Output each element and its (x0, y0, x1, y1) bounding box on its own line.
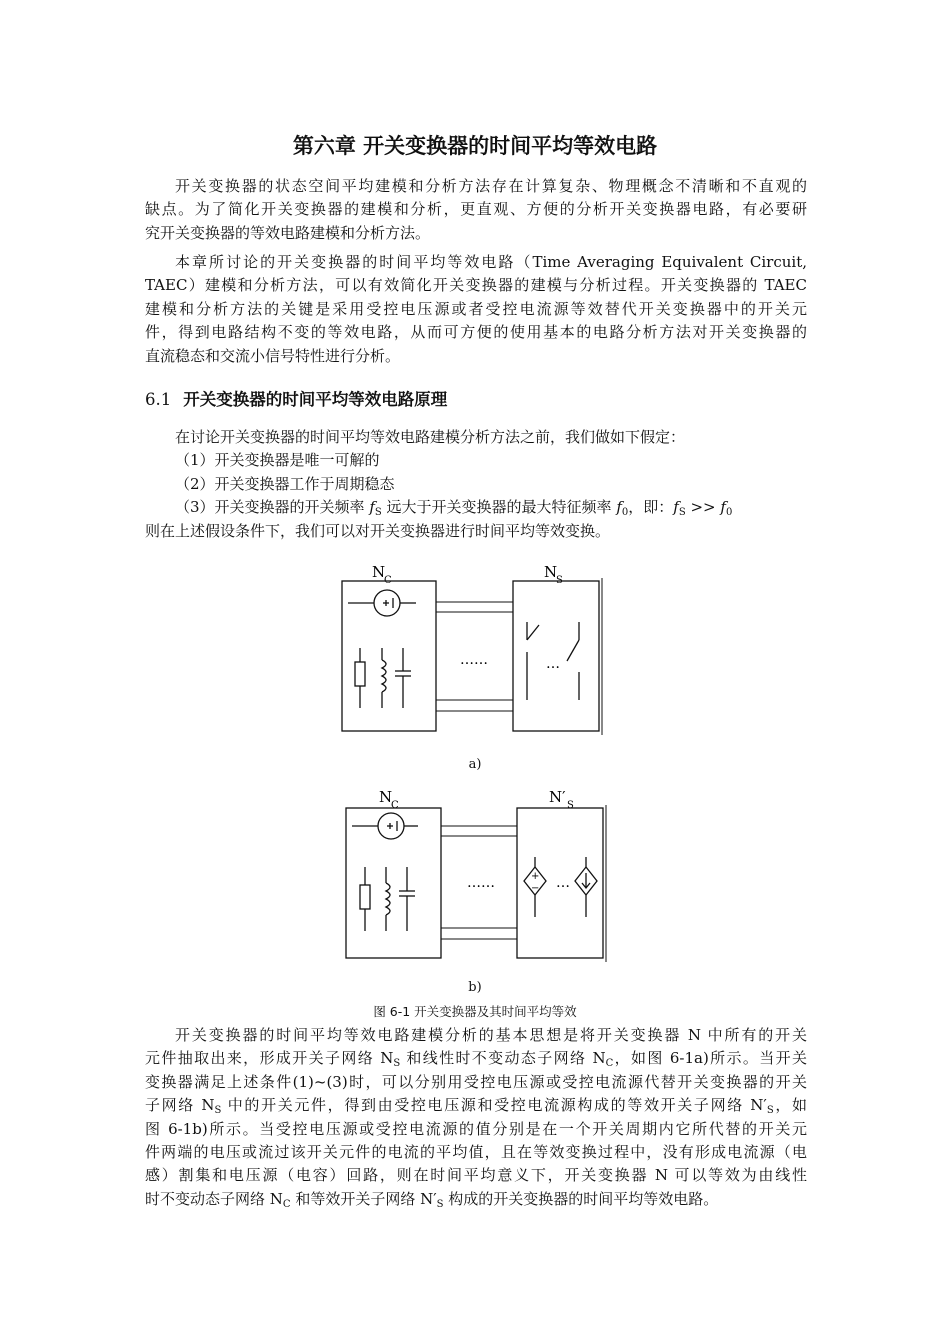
figure-6-1b (330, 785, 620, 975)
math-f0: $f_0$ (616, 498, 629, 519)
voltage-source-icon (352, 813, 418, 839)
section-title: 开关变换器的时间平均等效电路原理 (183, 390, 448, 409)
math-inequality: $f_S >> f_0$ (673, 498, 733, 519)
text-line: 图 6-1b)所示。当受控电压源或受控电流源的值分别是在一个开关周期内它所代替的开关元 (145, 1119, 807, 1138)
ellipsis: …… (467, 875, 495, 891)
polarity-minus: − (531, 883, 540, 894)
circuit-diagram-a (330, 560, 620, 750)
text-line: 直流稳态和交流小信号特性进行分析。 (145, 346, 401, 365)
text-line: 件，得到电路结构不变的等效电路，从而可方便的使用基本的电路分析方法对开关变换器的 (145, 323, 807, 342)
label-ns-sub: S (556, 575, 563, 586)
ellipsis: … (546, 656, 560, 672)
label-ns-prime-sub: S (567, 800, 574, 811)
text-line: 缺点。为了简化开关变换器的建模和分析，更直观、方便的分析开关变换器电路，有必要研 (145, 200, 807, 219)
ellipsis: …… (460, 652, 488, 668)
circuit-diagram-b (330, 785, 620, 975)
text-line: 开关变换器的时间平均等效电路建模分析的基本思想是将开关变换器 N 中所有的开关 (175, 1026, 807, 1044)
intro-paragraph-2 (145, 251, 807, 368)
switch-icon (567, 622, 579, 700)
intro-paragraph-1 (145, 175, 807, 245)
figure-a-label: a) (468, 757, 482, 772)
inductor-icon (386, 867, 390, 931)
linear-subnetwork-box (346, 808, 441, 958)
text-line: 感）割集和电压源（电容）回路，则在时间平均意义下，开关变换器 N 可以等效为由线性 (145, 1166, 807, 1185)
figure-caption: 图 6-1 开关变换器及其时间平均等效 (373, 1004, 577, 1019)
assumption-item: （2）开关变换器工作于周期稳态 (175, 474, 395, 493)
voltage-source-icon (348, 590, 416, 616)
text-line: 变换器满足上述条件(1)~(3)时，可以分别用受控电压源或受控电流源代替开关变换器的开关 (145, 1072, 807, 1091)
section-number: 6.1 (145, 390, 172, 409)
label-nc: N (372, 563, 386, 581)
text-line: 究开关变换器的等效电路建模和分析方法。 (145, 223, 431, 242)
controlled-current-source-icon (575, 857, 597, 917)
figure-6-1a (330, 560, 620, 750)
label-nc: N (379, 788, 393, 806)
chapter-title: 第六章 开关变换器的时间平均等效电路 (292, 134, 658, 158)
resistor-icon (360, 867, 370, 931)
assumption-item: （1）开关变换器是唯一可解的 (175, 451, 380, 470)
switch-icon (527, 622, 539, 700)
figure-b-label: b) (468, 980, 482, 995)
math-fs: $f_S$ (369, 498, 382, 519)
resistor-icon (355, 648, 365, 708)
capacitor-icon (399, 867, 415, 931)
polarity-plus: + (531, 871, 540, 882)
label-nc-sub: C (384, 575, 392, 586)
text-line: TAEC）建模和分析方法，可以有效简化开关变换器的建模与分析过程。开关变换器的 TAEC (145, 276, 807, 295)
label-ns: N (544, 563, 558, 581)
text-line: 时不变动态子网络 $N_C$ 和等效开关子网络 $N'_S$ 构成的开关变换器的时间平均等效电路。 (145, 1189, 719, 1210)
body-paragraph (145, 1024, 807, 1211)
assumptions-block (145, 426, 807, 543)
text-line: 件两端的电压或流过该开关元件的电流的平均值，且在等效变换过程中，没有形成电流源（电 (145, 1143, 807, 1162)
text-line: 元件抽取出来，形成开关子网络 $N_S$ 和线性时不变动态子网络 $N_C$，如图 6-1a)所示。当开关 (145, 1049, 807, 1070)
inductor-icon (382, 648, 386, 708)
text-line: 子网络 $N_S$ 中的开关元件，得到由受控电压源和受控电流源构成的等效开关子网络 $N'_S$，如 (145, 1096, 807, 1117)
text-line: 则在上述假设条件下，我们可以对开关变换器进行时间平均等效变换。 (145, 521, 611, 540)
label-ns-prime: N′ (549, 788, 566, 806)
text-line: 开关变换器的状态空间平均建模和分析方法存在计算复杂、物理概念不清晰和不直观的 (175, 177, 807, 195)
text-line: 建模和分析方法的关键是采用受控电压源或者受控电流源等效替代开关变换器中的开关元 (145, 299, 807, 318)
text-line: 在讨论开关变换器的时间平均等效电路建模分析方法之前，我们做如下假定： (175, 428, 686, 446)
assumption-item: （3）开关变换器的开关频率 $f_S$ 远大于开关变换器的最大特征频率 $f_0$，即：$f_S >> f_0$ (175, 498, 733, 519)
section-heading (145, 386, 447, 410)
capacitor-icon (395, 648, 411, 708)
text-line: 本章所讨论的开关变换器的时间平均等效电路（Time Averaging Equivalent Circuit, (175, 253, 807, 271)
ellipsis: … (556, 875, 570, 891)
label-nc-sub: C (391, 800, 399, 811)
